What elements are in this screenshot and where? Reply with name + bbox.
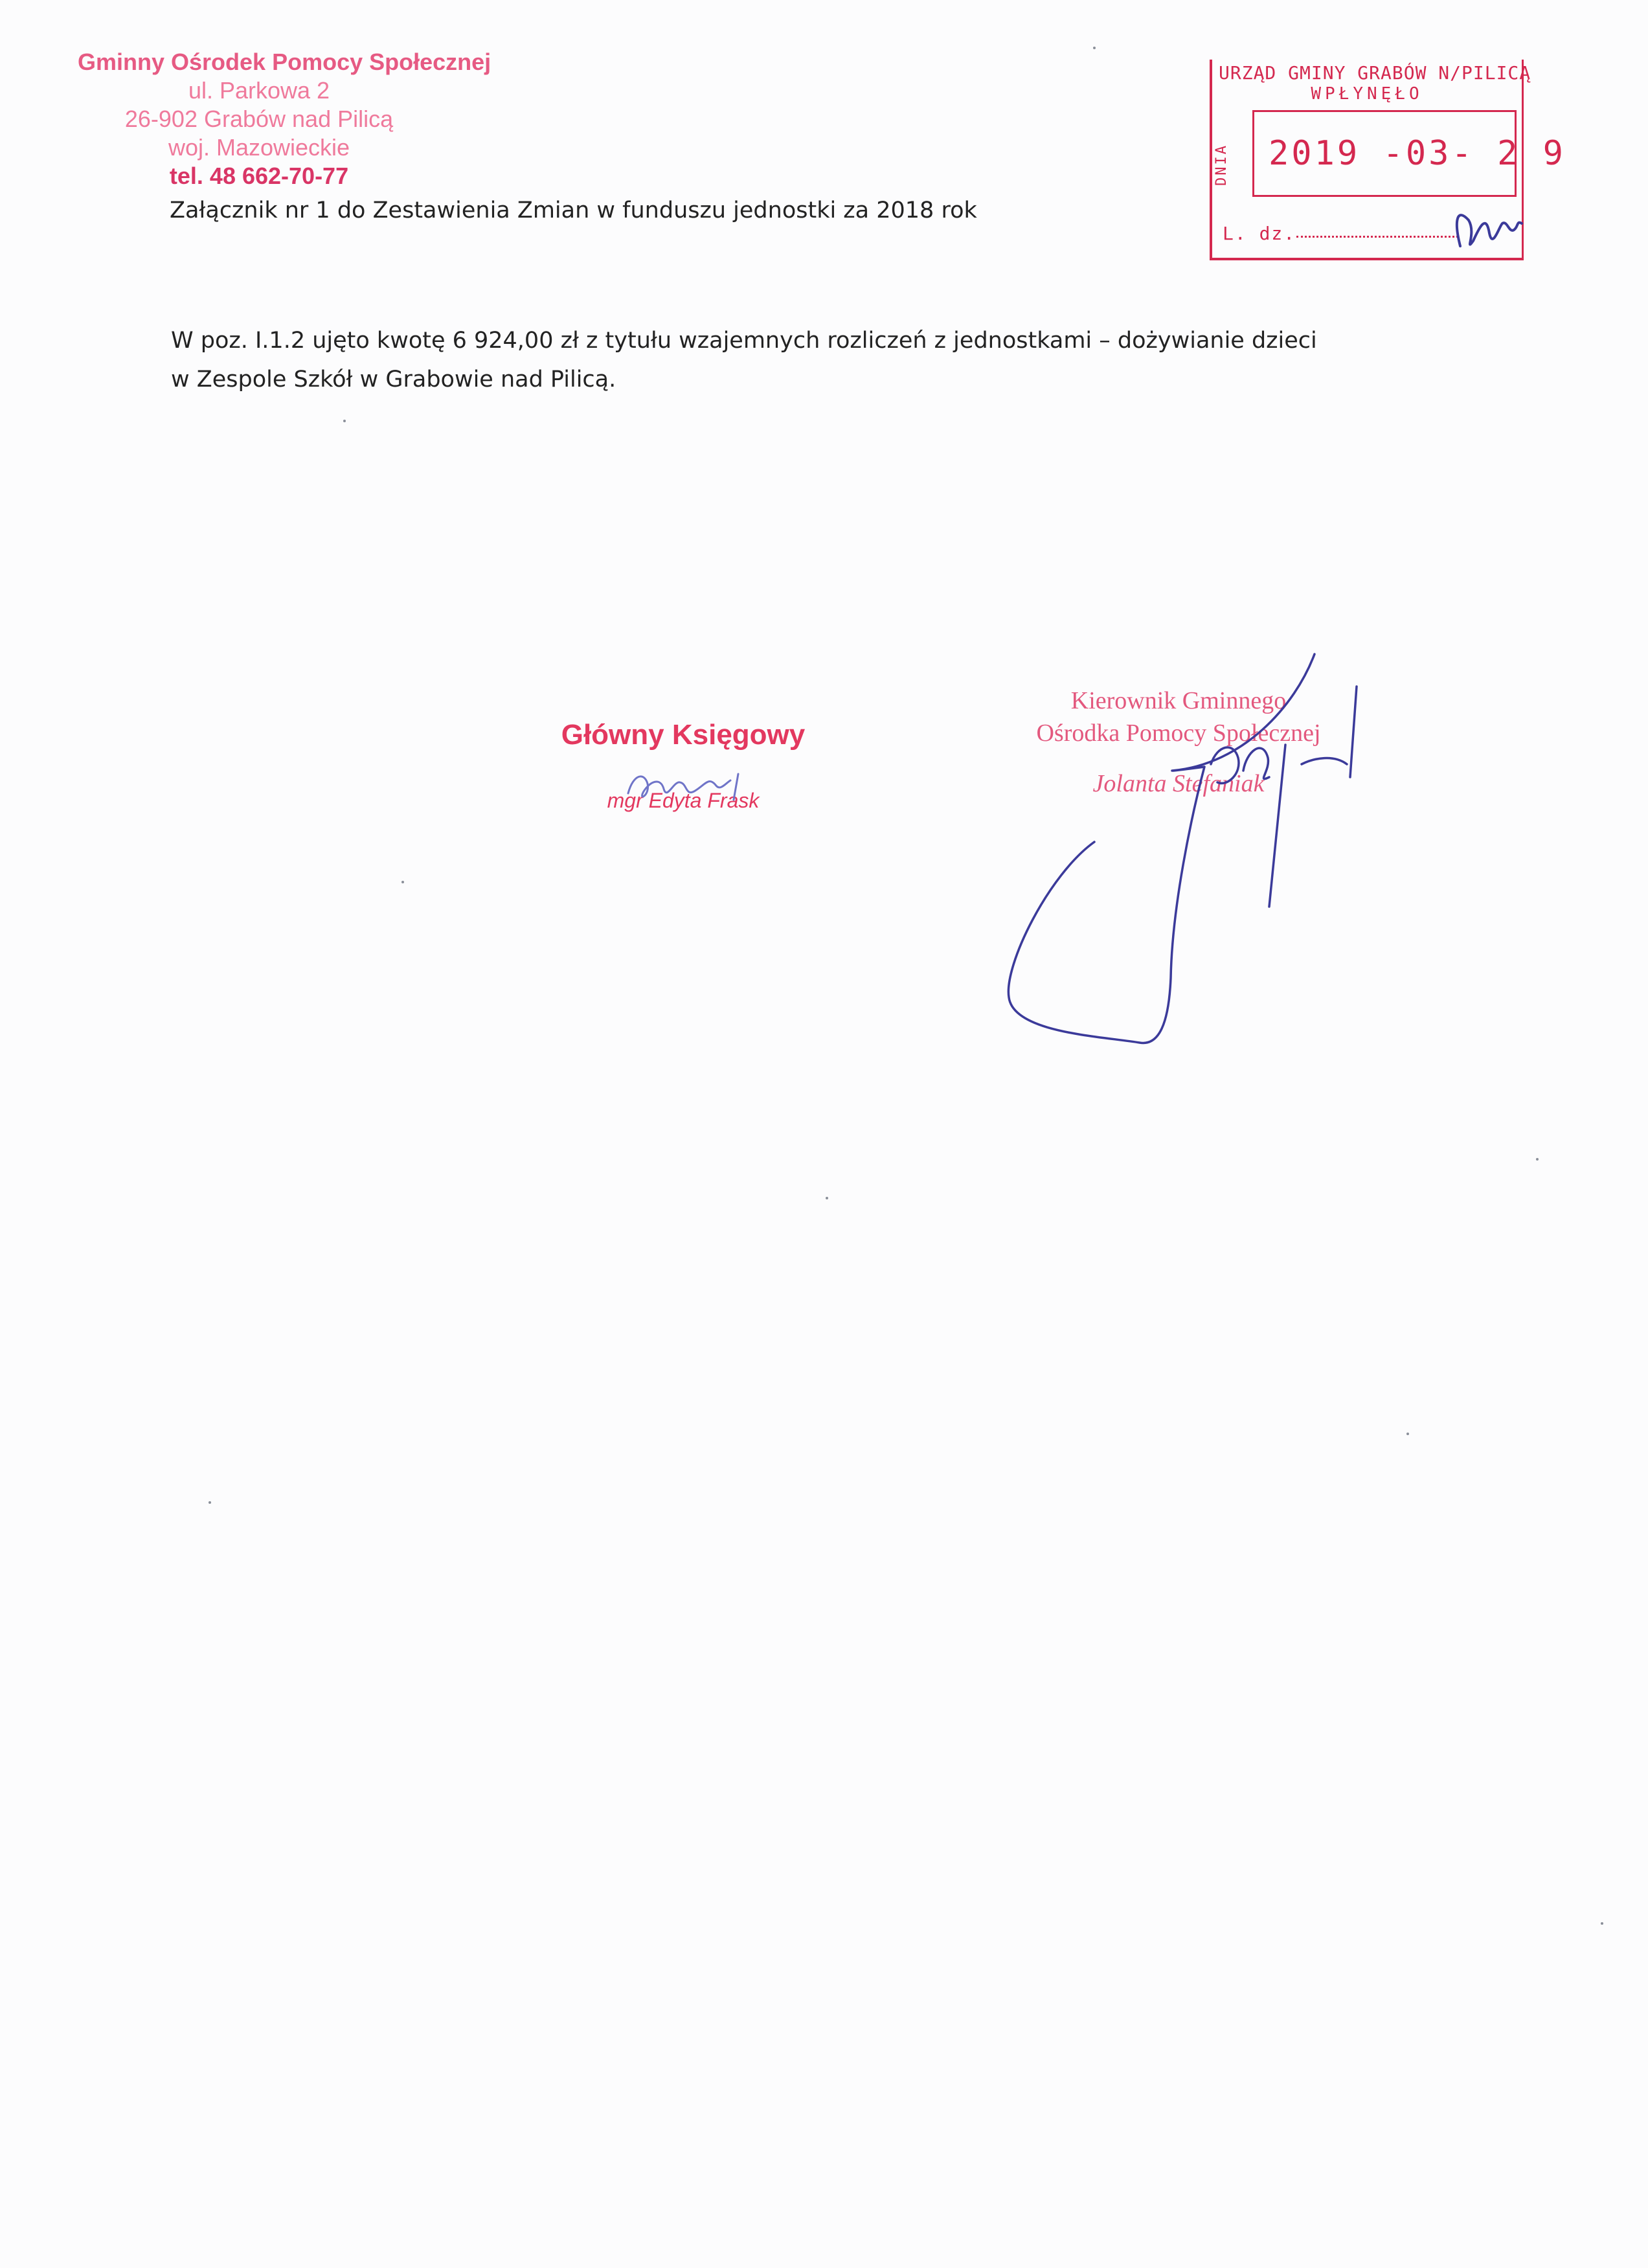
scan-speck (1536, 1158, 1539, 1161)
attachment-title: Załącznik nr 1 do Zestawienia Zmian w funduszu jednostki za 2018 rok (170, 198, 977, 223)
manager-signature-block (965, 686, 1392, 798)
scan-speck (209, 1501, 211, 1504)
body-paragraph (171, 321, 1317, 399)
receipt-date: 2019 -03- 2 9 (1269, 134, 1566, 173)
stamp-phone: tel. 48 662-70-77 (169, 163, 349, 189)
receipt-stamp (1210, 60, 1566, 260)
stamp-org-name: Gminny Ośrodek Pomocy Społecznej (78, 49, 491, 75)
accountant-name: mgr Edyta Frask (607, 789, 760, 812)
stamp-city: 26-902 Grabów nad Pilicą (124, 106, 394, 132)
receipt-office: URZĄD GMINY GRABÓW N/PILICĄ (1219, 62, 1531, 84)
receipt-date-label: DNIA (1213, 144, 1230, 186)
paragraph-line-2: w Zespole Szkół w Grabowie nad Pilicą. (171, 367, 616, 392)
sender-stamp (78, 48, 491, 190)
paragraph-line-1: W poz. I.1.2 ujęto kwotę 6 924,00 zł z tytułu wzajemnych rozliczeń z jednostkami – dożywianie dzieci (171, 328, 1317, 354)
receipt-received: WPŁYNĘŁO (1311, 84, 1423, 104)
stamp-street: ul. Parkowa 2 (188, 77, 330, 104)
accountant-signature-block (531, 719, 835, 813)
scan-speck (343, 420, 346, 422)
receipt-ref-label: L. dz. (1223, 223, 1296, 244)
scan-speck (1601, 1922, 1603, 1925)
receipt-ref-line (1296, 236, 1458, 238)
scan-speck (1406, 1433, 1409, 1435)
scan-speck (401, 881, 404, 883)
scan-speck (826, 1197, 828, 1199)
accountant-role: Główny Księgowy (561, 719, 806, 751)
scan-speck (1093, 47, 1096, 49)
manager-role-line-2: Ośrodka Pomocy Społecznej (1036, 720, 1321, 747)
manager-name: Jolanta Stefaniak (1092, 770, 1265, 797)
receipt-date-box (1252, 110, 1566, 197)
manager-role-line-1: Kierownik Gminnego (1070, 687, 1287, 714)
stamp-voivodeship: woj. Mazowieckie (168, 134, 350, 161)
